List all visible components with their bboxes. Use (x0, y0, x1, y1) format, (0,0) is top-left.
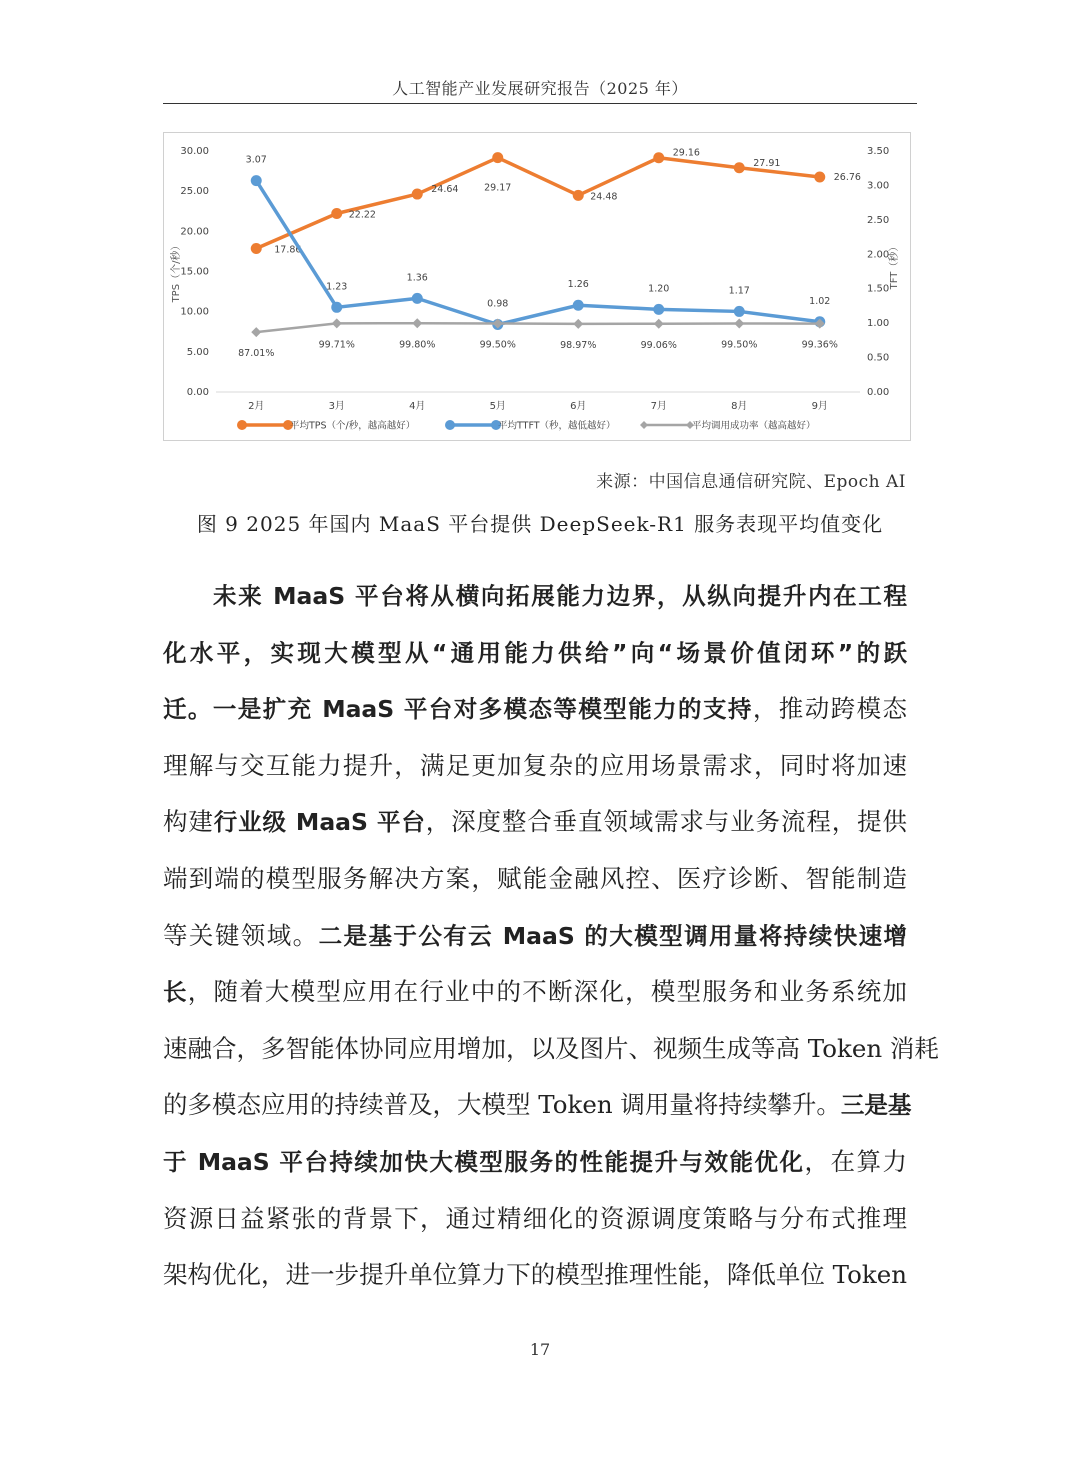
data-point (573, 300, 584, 311)
data-point (331, 302, 342, 313)
paragraph-line (163, 1249, 907, 1306)
bold-text: 未来 MaaS 平台将从横向拓展能力边界，从纵向提升内在工程 (213, 582, 907, 610)
series-line (256, 323, 820, 332)
data-label: 27.91 (753, 157, 781, 169)
legend-marker (237, 420, 247, 430)
data-label: 22.22 (348, 209, 376, 221)
x-tick-label: 3月 (328, 401, 345, 412)
paragraph-line (163, 1193, 907, 1250)
left-axis-title: TPS（个/秒） (171, 240, 182, 303)
data-label: 1.02 (809, 295, 831, 307)
data-point (331, 208, 342, 219)
right-tick-label: 2.00 (867, 249, 890, 261)
page-number: 17 (529, 1340, 551, 1359)
text-run: 等关键领域。 (163, 920, 319, 950)
paragraph-line (163, 1023, 939, 1080)
figure-source: 来源：中国信息通信研究院、Epoch AI (596, 472, 906, 492)
x-tick-label: 9月 (811, 401, 828, 412)
left-tick-label: 25.00 (180, 186, 209, 198)
data-point (251, 327, 261, 337)
data-point (734, 306, 745, 317)
data-label: 29.16 (672, 147, 700, 159)
paragraph-line (163, 740, 907, 797)
paragraph-line (163, 1079, 912, 1136)
right-tick-label: 1.00 (867, 318, 890, 330)
data-label: 99.71% (318, 339, 355, 351)
text-run: ，深度整合垂直领域需求与业务流程，提供 (425, 807, 908, 837)
data-label: 1.23 (326, 281, 348, 293)
data-label: 1.17 (728, 285, 750, 297)
data-label: 17.86 (274, 244, 302, 256)
bold-text: 迁。一是扩充 MaaS 平台对多模态等模型能力的支持 (163, 695, 753, 724)
data-label: 0.98 (487, 298, 509, 310)
data-point (251, 243, 262, 254)
data-label: 29.17 (484, 182, 512, 194)
left-tick-label: 10.00 (180, 306, 209, 318)
header-rule (163, 103, 917, 104)
paragraph-line (163, 853, 907, 910)
left-tick-label: 30.00 (180, 146, 209, 157)
data-point (653, 304, 664, 315)
data-label: 99.50% (721, 339, 758, 351)
data-label: 99.36% (801, 339, 838, 351)
left-tick-label: 0.00 (186, 387, 209, 398)
x-tick-label: 2月 (248, 401, 265, 412)
bold-text: 行业级 MaaS 平台 (213, 808, 426, 837)
bold-text: 于 MaaS 平台持续加快大模型服务的性能提升与效能优化 (163, 1147, 805, 1176)
data-label: 3.07 (245, 154, 267, 166)
x-tick-label: 6月 (570, 401, 587, 412)
data-label: 24.48 (590, 191, 618, 203)
data-point (573, 190, 584, 201)
data-label: 1.36 (406, 272, 428, 284)
text-run: ，随着大模型应用在行业中的不断深化，模型服务和业务系统加 (187, 977, 907, 1007)
bold-text: 三是基 (840, 1091, 912, 1120)
right-tick-label: 3.00 (867, 180, 890, 192)
data-label: 1.26 (567, 279, 589, 291)
data-label: 26.76 (833, 172, 861, 184)
x-tick-label: 7月 (650, 401, 667, 412)
text-run: 的多模态应用的持续普及，大模型 Token 调用量将持续攀升。 (163, 1090, 841, 1120)
data-label: 87.01% (238, 348, 275, 360)
paragraph-line (163, 966, 907, 1023)
bold-text: 二是基于公有云 MaaS 的大模型调用量将持续快速增 (318, 921, 908, 950)
data-point (332, 318, 342, 328)
chart-frame (163, 132, 911, 441)
right-tick-label: 2.50 (867, 214, 890, 226)
text-run: 端到端的模型服务解决方案，赋能金融风控、医疗诊断、智能制造 (163, 863, 907, 893)
right-axis-title: TFT（秒） (889, 241, 900, 290)
data-label: 99.80% (399, 339, 436, 351)
paragraph-line (163, 570, 907, 627)
data-point (654, 319, 664, 329)
data-label: 98.97% (560, 339, 597, 351)
x-tick-label: 8月 (731, 401, 748, 412)
data-point (412, 189, 423, 200)
text-run: 架构优化，进一步提升单位算力下的模型推理性能，降低单位 Token (163, 1260, 907, 1290)
data-point (412, 293, 423, 304)
paragraph-line (163, 683, 907, 740)
left-tick-label: 5.00 (186, 346, 209, 358)
paragraph-line (163, 1136, 907, 1193)
x-tick-label: 4月 (409, 401, 426, 412)
data-point (814, 172, 825, 183)
legend-marker (445, 420, 455, 430)
body-paragraph (163, 570, 939, 1306)
data-label: 99.50% (479, 339, 516, 351)
bold-text: 长 (163, 978, 188, 1007)
x-tick-label: 5月 (489, 401, 506, 412)
data-label: 24.64 (431, 184, 459, 196)
paragraph-line (163, 627, 907, 684)
legend-label: 平均TPS（个/秒，越高越好） (290, 420, 416, 432)
bold-text: 化水平，实现大模型从“通用能力供给”向“场景价值闭环”的跃 (163, 638, 907, 667)
data-point (653, 152, 664, 163)
data-point (734, 318, 744, 328)
line-chart (164, 133, 910, 440)
series-line (256, 181, 820, 325)
data-point (251, 175, 262, 186)
left-tick-label: 15.00 (180, 266, 209, 278)
text-run: ，在算力 (804, 1146, 908, 1176)
data-label: 1.20 (648, 283, 670, 295)
data-point (412, 318, 422, 328)
text-run: 资源日益紧张的背景下，通过精细化的资源调度策略与分布式推理 (163, 1203, 907, 1233)
right-tick-label: 3.50 (867, 146, 890, 157)
text-run: 构建 (163, 807, 214, 837)
figure-caption: 图 9 2025 年国内 MaaS 平台提供 DeepSeek-R1 服务表现平均值变化 (196, 512, 884, 536)
legend-label: 平均TTFT（秒，越低越好） (498, 420, 616, 432)
text-run: 理解与交互能力提升，满足更加复杂的应用场景需求，同时将加速 (163, 750, 907, 780)
data-point (492, 152, 503, 163)
legend-label: 平均调用成功率（越高越好） (692, 420, 816, 432)
left-tick-label: 20.00 (180, 226, 209, 238)
running-header: 人工智能产业发展研究报告（2025 年） (392, 79, 688, 98)
legend-marker (640, 421, 648, 429)
paragraph-line (163, 796, 907, 853)
data-label: 99.06% (640, 339, 677, 351)
right-tick-label: 1.50 (867, 283, 890, 295)
right-tick-label: 0.00 (867, 387, 890, 398)
right-tick-label: 0.50 (867, 352, 890, 364)
paragraph-line (163, 910, 907, 967)
text-run: ，推动跨模态 (752, 694, 908, 724)
data-point (734, 162, 745, 173)
text-run: 速融合，多智能体协同应用增加，以及图片、视频生成等高 Token 消耗 (163, 1033, 939, 1063)
data-point (573, 319, 583, 329)
